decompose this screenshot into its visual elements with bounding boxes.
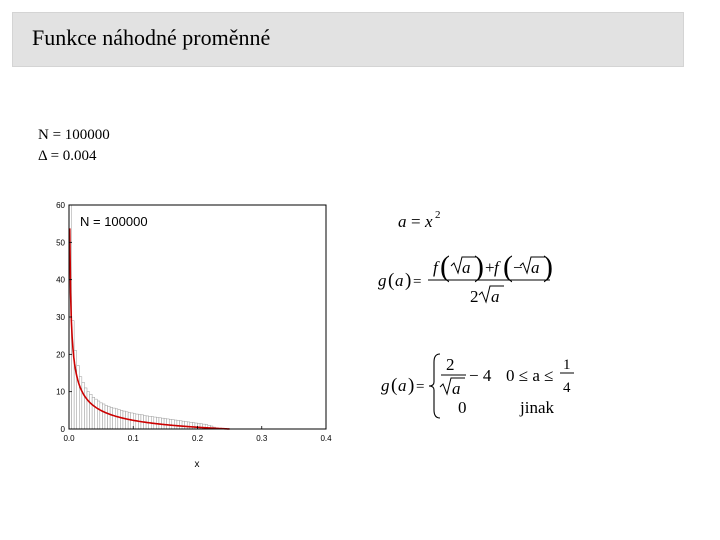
formula-paren-open-2: ( [391,375,398,396]
formula-paren-close-1: ) [405,270,412,291]
formula-four: 4 [563,380,571,396]
formula-big-paren-1: ( [440,250,450,283]
y-tick-label: 30 [56,313,65,322]
formula-f-2: f [494,258,499,277]
formula-big-paren-2: ) [474,250,484,283]
y-tick-label: 60 [56,201,65,210]
formula-paren-close-2: ) [408,375,415,396]
x-tick-label: 0.3 [256,434,268,443]
formula-a-2: a [462,258,471,277]
x-tick-label: 0.4 [320,434,332,443]
x-tick-label: 0.1 [127,434,139,443]
y-tick-label: 20 [56,350,65,360]
formula-big-paren-4: ) [543,250,553,283]
formula-plus: + [485,258,495,277]
formula-two-den: 2 [470,287,479,306]
formula-a-1: a [395,271,404,290]
x-axis-label: x [194,459,200,470]
x-tick-label: 0.2 [191,434,204,443]
formula-a-3: a [531,258,540,277]
formula-minus-four: − 4 [469,366,492,385]
param-n: N = 100000 [38,127,110,143]
formula-a-4: a [491,287,500,306]
y-tick-label: 50 [56,238,65,248]
formula-x: x [425,212,433,231]
formula-a-6: a [452,379,461,398]
formula-equals-3: = [416,379,425,395]
formula-f-1: f [433,258,438,277]
formula-zero: 0 [458,398,467,417]
legend-label: N = 100000 [80,214,148,229]
formula-big-paren-3: ( [503,250,513,283]
formula-range: 0 ≤ a ≤ [506,366,554,385]
formula-jinak: jinak [520,398,554,417]
formula-two-num: 2 [446,355,455,374]
formula-equals-1: = [411,212,421,231]
y-tick-label: 40 [56,275,65,285]
formula-one: 1 [563,357,571,373]
piecewise-brace [429,354,440,418]
formula-equals-2: = [413,274,422,290]
formula-g-1: g [378,271,387,290]
y-tick-label: 0 [60,425,65,434]
slide-title: Funkce náhodné proměnné [32,25,271,50]
x-tick-label: 0.0 [63,434,75,443]
formula-a-lhs: a [398,212,407,231]
formula-paren-open-1: ( [388,270,395,291]
formula-a-5: a [398,376,407,395]
formula-minus-1: − [513,258,523,277]
y-tick-label: 10 [56,387,65,397]
formula-exponent: 2 [435,209,441,221]
formula-g-2: g [381,376,390,395]
param-delta: Δ = 0.004 [38,148,97,164]
